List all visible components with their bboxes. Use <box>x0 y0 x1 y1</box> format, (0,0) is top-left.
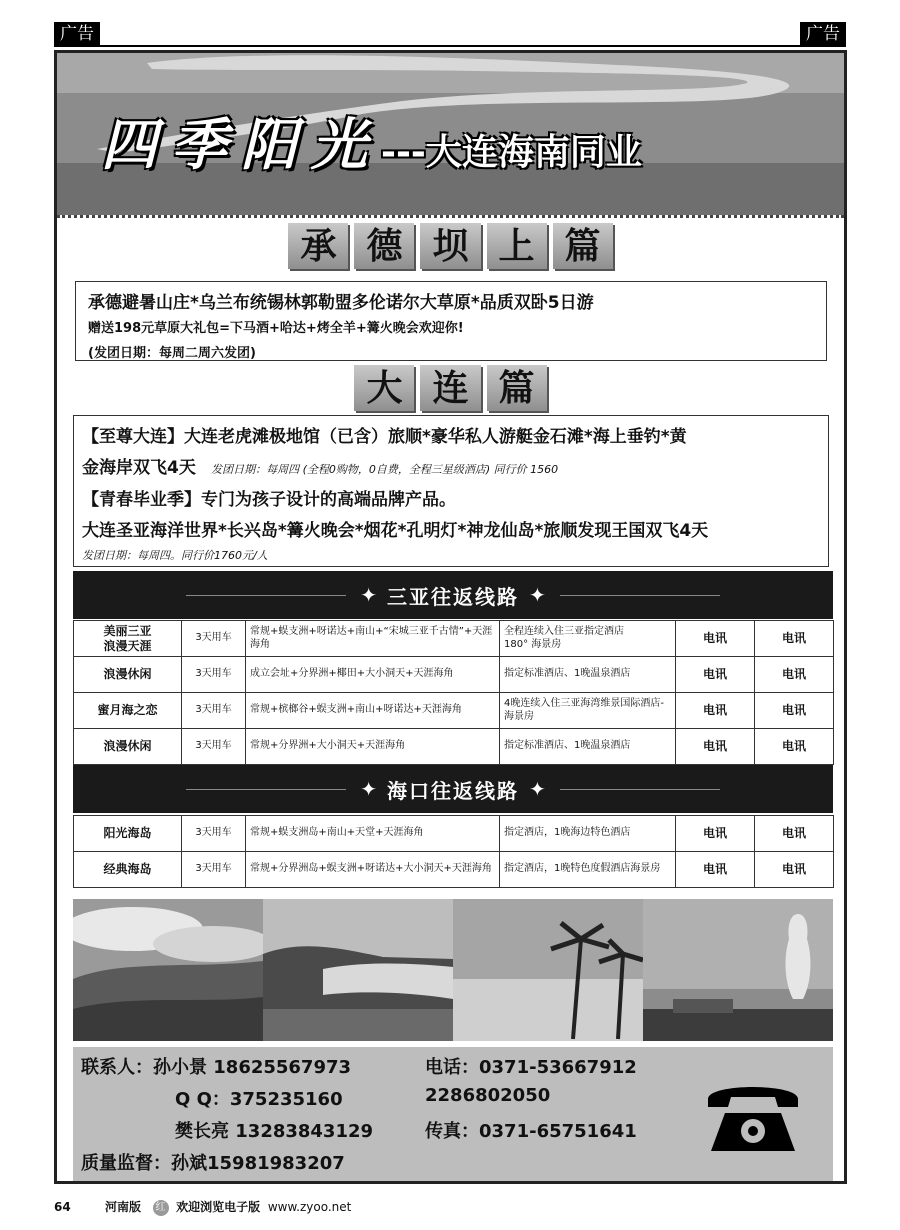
brand-logo: 红 <box>153 1200 169 1216</box>
dalian-tour1-dates: 发团日期：每周四 (全程0购物，0自费，全程三星级酒店) 同行价 1560 <box>211 463 559 476</box>
ad-label-right: 广告 <box>800 22 846 46</box>
route-itinerary: 常规+槟榔谷+蜈支洲+南山+呀诺达+天涯海角 <box>246 693 500 729</box>
route-price-1: 电讯 <box>676 621 755 657</box>
route-price-2: 电讯 <box>755 729 834 765</box>
banner-title <box>101 101 642 181</box>
route-row <box>74 852 834 888</box>
contact-person: 联系人：孙小景 18625567973 <box>81 1057 352 1078</box>
star-icon: ✦ <box>529 583 546 607</box>
header-rule <box>560 789 720 790</box>
ad-label-left: 广告 <box>54 22 100 46</box>
route-price-1: 电讯 <box>676 816 755 852</box>
route-hotel: 指定标准酒店、1晚温泉酒店 <box>500 729 676 765</box>
route-itinerary: 常规+蜈支洲岛+南山+天堂+天涯海角 <box>246 816 500 852</box>
contact-qq-2: 2286802050 <box>425 1085 551 1106</box>
route-car: 3天用车 <box>182 621 246 657</box>
edition-label: 河南版 <box>105 1200 142 1214</box>
route-row <box>74 657 834 693</box>
banner <box>57 53 844 215</box>
route-price-2: 电讯 <box>755 621 834 657</box>
title-char: 承 <box>288 223 348 269</box>
dalian-tour2-dates: 发团日期：每周四。同行价1760元/人 <box>82 549 268 562</box>
footer-slogan: 欢迎浏览电子版 <box>176 1200 261 1214</box>
route-itinerary: 常规+蜈支洲+呀诺达+南山+“宋城三亚千古情”+天涯海角 <box>246 621 500 657</box>
route-hotel: 指定标准酒店、1晚温泉酒店 <box>500 657 676 693</box>
route-name: 浪漫休闲 <box>74 729 182 765</box>
route-name: 阳光海岛 <box>74 816 182 852</box>
route-name: 经典海岛 <box>74 852 182 888</box>
route-car: 3天用车 <box>182 693 246 729</box>
title-char: 大 <box>354 365 414 411</box>
haikou-routes-header <box>73 765 833 813</box>
route-name: 蜜月海之恋 <box>74 693 182 729</box>
route-car: 3天用车 <box>182 729 246 765</box>
contact-phone: 电话：0371-53667912 <box>425 1057 637 1078</box>
contact-person-2: 樊长亮 13283843129 <box>175 1121 374 1142</box>
route-car: 3天用车 <box>182 852 246 888</box>
footer-url[interactable]: www.zyoo.net <box>267 1200 352 1214</box>
coastal-town-photo <box>263 899 453 1041</box>
ad-frame <box>54 50 847 1184</box>
banner-title-sub: ---大连海南同业 <box>381 132 642 173</box>
guanyin-statue-photo <box>643 899 833 1041</box>
contact-panel <box>73 1047 833 1181</box>
route-car: 3天用车 <box>182 657 246 693</box>
dotted-divider <box>57 215 844 218</box>
chengde-section-title <box>57 223 844 269</box>
route-row <box>74 621 834 657</box>
title-char: 德 <box>354 223 414 269</box>
chengde-tour-title: 承德避暑山庄*乌兰布统锡林郭勒盟多伦诺尔大草原*品质双卧5日游 <box>88 293 594 313</box>
route-hotel: 4晚连续入住三亚海湾维景国际酒店-海景房 <box>500 693 676 729</box>
route-row <box>74 693 834 729</box>
route-price-1: 电讯 <box>676 852 755 888</box>
dalian-tour1-line2: 金海岸双飞4天 <box>82 458 196 478</box>
route-price-2: 电讯 <box>755 852 834 888</box>
page-footer <box>54 1198 351 1216</box>
title-char: 坝 <box>420 223 480 269</box>
route-price-1: 电讯 <box>676 693 755 729</box>
route-price-2: 电讯 <box>755 816 834 852</box>
title-char: 篇 <box>487 365 547 411</box>
route-car: 3天用车 <box>182 816 246 852</box>
header-rule <box>186 789 346 790</box>
route-itinerary: 常规+分界洲+大小洞天+天涯海角 <box>246 729 500 765</box>
star-icon: ✦ <box>360 583 377 607</box>
route-row <box>74 816 834 852</box>
route-hotel: 指定酒店，1晚海边特色酒店 <box>500 816 676 852</box>
cloudy-grassland-photo <box>73 899 263 1041</box>
chengde-gift: 赠送198元草原大礼包=下马酒+哈达+烤全羊+篝火晚会欢迎你! <box>88 321 464 336</box>
route-hotel: 全程连续入住三亚指定酒店 180° 海景房 <box>500 621 676 657</box>
chengde-dates: (发团日期：每周二周六发团) <box>88 346 256 361</box>
title-char: 上 <box>487 223 547 269</box>
haikou-routes-table <box>73 815 834 888</box>
palm-beach-photo <box>453 899 643 1041</box>
route-itinerary: 成立会址+分界洲+椰田+大小洞天+天涯海角 <box>246 657 500 693</box>
dalian-tour2-route: 大连圣亚海洋世界*长兴岛*篝火晚会*烟花*孔明灯*神龙仙岛*旅顺发现王国双飞4天 <box>82 521 709 541</box>
dalian-section-title <box>57 365 844 411</box>
route-row <box>74 729 834 765</box>
sanya-routes-header <box>73 571 833 619</box>
page-number: 64 <box>54 1200 71 1214</box>
top-rule <box>54 45 846 47</box>
sanya-routes-title: 三亚往返线路 <box>387 584 519 609</box>
dalian-tour2-title: 【青春毕业季】专门为孩子设计的高端品牌产品。 <box>82 490 456 510</box>
route-name: 美丽三亚 浪漫天涯 <box>74 621 182 657</box>
header-rule <box>186 595 346 596</box>
header-rule <box>560 595 720 596</box>
banner-title-main: 四季阳光 <box>101 112 381 178</box>
route-price-1: 电讯 <box>676 729 755 765</box>
contact-fax: 传真：0371-65751641 <box>425 1121 637 1142</box>
route-price-2: 电讯 <box>755 693 834 729</box>
route-name: 浪漫休闲 <box>74 657 182 693</box>
star-icon: ✦ <box>360 777 377 801</box>
dalian-tour-box <box>73 415 829 567</box>
title-char: 篇 <box>553 223 613 269</box>
route-price-1: 电讯 <box>676 657 755 693</box>
chengde-tour-box <box>75 281 827 361</box>
contact-qq: Q Q：375235160 <box>175 1089 343 1110</box>
quality-supervision: 质量监督：孙斌15981983207 <box>81 1153 345 1174</box>
dalian-tour1-line1: 【至尊大连】大连老虎滩极地馆（已含）旅顺*豪华私人游艇金石滩*海上垂钓*黄 <box>82 427 687 447</box>
sanya-routes-table <box>73 620 834 765</box>
route-itinerary: 常规+分界洲岛+蜈支洲+呀诺达+大小洞天+天涯海角 <box>246 852 500 888</box>
telephone-icon <box>703 1077 803 1157</box>
title-char: 连 <box>420 365 480 411</box>
route-price-2: 电讯 <box>755 657 834 693</box>
haikou-routes-title: 海口往返线路 <box>387 778 519 803</box>
star-icon: ✦ <box>529 777 546 801</box>
photo-strip <box>73 899 833 1041</box>
route-hotel: 指定酒店，1晚特色度假酒店海景房 <box>500 852 676 888</box>
